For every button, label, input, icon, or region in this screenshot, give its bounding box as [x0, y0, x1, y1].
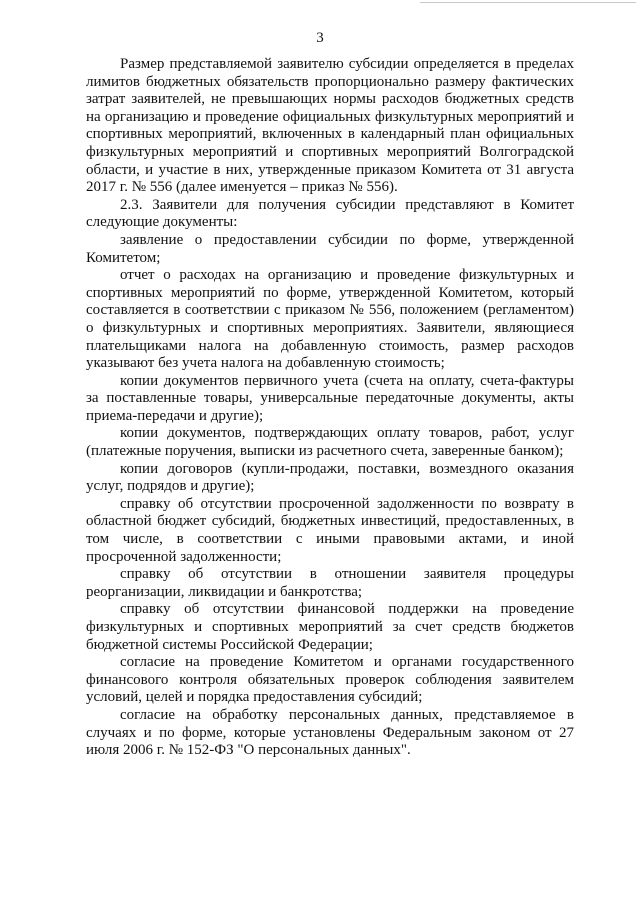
paragraph-personal-data-consent: согласие на обработку персональных данных, представляемое в случаях и по форме, которые установлены Федеральным законом от 27 июля 2006 г. № 152-ФЗ "О персональных данных".	[86, 706, 574, 759]
paragraph-no-financial-support-certificate: справку об отсутствии финансовой поддержки на проведение физкультурных и спортивных мероприятий за счет средств бюджетов бюджетной системы Российской Федерации;	[86, 601, 574, 653]
paragraph-section-2-3: 2.3. Заявители для получения субсидии представляют в Комитет следующие документы:	[86, 196, 574, 231]
paragraph-expense-report: отчет о расходах на организацию и проведение физкультурных и спортивных мероприятий по форме, утвержденной Комитетом, который составляется в соответствии с приказом № 556, положением (регламентом) о физкультурных и спортивных мероприятиях. Заявители, являющиеся плательщиками налога на добавленную стоимость, размер расходов указывают без учета налога на добавленную стоимость;	[86, 267, 574, 372]
paragraph-application: заявление о предоставлении субсидии по форме, утвержденной Комитетом;	[86, 231, 574, 266]
paragraph-no-debt-certificate: справку об отсутствии просроченной задолженности по возврату в областной бюджет субсидий, бюджетных инвестиций, предоставленных, в том числе, в соответствии с иными правовыми актами, и иной просроченной задолженности;	[86, 495, 574, 565]
document-body	[86, 56, 574, 760]
top-edge-line	[420, 2, 636, 3]
page-number: 3	[316, 30, 324, 46]
paragraph-subsidy-size: Размер представляемой заявителю субсидии определяется в пределах лимитов бюджетных обязательств пропорционально размеру фактических затрат заявителей, не превышающих нормы расходов бюджетных средств на организацию и проведение официальных физкультурных мероприятий и спортивных мероприятий, включенных в календарный план официальных физкультурных мероприятий и спортивных мероприятий Волгоградской области, и участие в них, утвержденные приказом Комитета от 31 августа 2017 г. № 556 (далее именуется – приказ № 556).	[86, 56, 574, 196]
paragraph-primary-docs: копии документов первичного учета (счета на оплату, счета-фактуры за поставленные товары, универсальные передаточные документы, акты приема-передачи и другие);	[86, 372, 574, 424]
paragraph-no-bankruptcy-certificate: справку об отсутствии в отношении заявителя процедуры реорганизации, ликвидации и банкротства;	[86, 566, 574, 600]
paragraph-payment-docs: копии документов, подтверждающих оплату товаров, работ, услуг (платежные поручения, выписки из расчетного счета, заверенные банком);	[86, 425, 574, 460]
paragraph-inspection-consent: согласие на проведение Комитетом и органами государственного финансового контроля обязательных проверок соблюдения заявителем условий, целей и порядка предоставления субсидий;	[86, 654, 574, 706]
paragraph-contracts: копии договоров (купли-продажи, поставки, возмездного оказания услуг, подрядов и другие);	[86, 460, 574, 495]
